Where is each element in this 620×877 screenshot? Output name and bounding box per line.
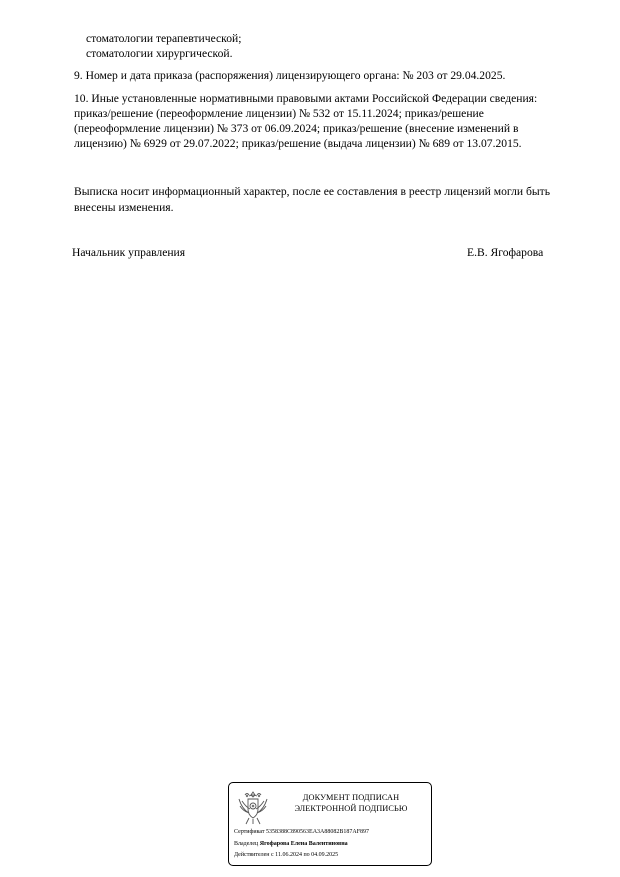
signer-position: Начальник управления (72, 246, 186, 259)
electronic-signature-stamp (228, 782, 432, 866)
specialty-line: стоматологии терапевтической; (86, 32, 242, 45)
coat-of-arms-icon (236, 789, 270, 827)
item-10-line: лицензию) № 6929 от 29.07.2022; приказ/решение (выдача лицензии) № 689 от 13.07.2015. (74, 137, 522, 150)
item-10-line: приказ/решение (переоформление лицензии) № 532 от 15.11.2024; приказ/решение (74, 107, 484, 120)
signer-name: Е.В. Ягофарова (467, 246, 544, 259)
note-line: Выписка носит информационный характер, после ее составления в реестр лицензий могли быть (74, 185, 550, 198)
validity-line: Действителен с 11.06.2024 по 04.09.2025 (234, 852, 339, 858)
owner-line: Владелец Ягофарова Елена Валентиновна (234, 841, 348, 847)
item-9: 9. Номер и дата приказа (распоряжения) лицензирующего органа: № 203 от 29.04.2025. (74, 69, 506, 82)
item-10-line: 10. Иные установленные нормативными правовыми актами Российской Федерации сведения: (74, 92, 538, 105)
note-line: внесены изменения. (74, 201, 174, 214)
stamp-title: ДОКУМЕНТ ПОДПИСАН ЭЛЕКТРОННОЙ ПОДПИСЬЮ (294, 793, 408, 813)
specialty-line: стоматологии хирургической. (86, 47, 233, 60)
certificate-line: Сертификат 5358388C890563EA3A88082B187AF897 (234, 829, 370, 835)
item-10-line: (переоформление лицензии) № 373 от 06.09.2024; приказ/решение (внесение изменений в (74, 122, 519, 135)
